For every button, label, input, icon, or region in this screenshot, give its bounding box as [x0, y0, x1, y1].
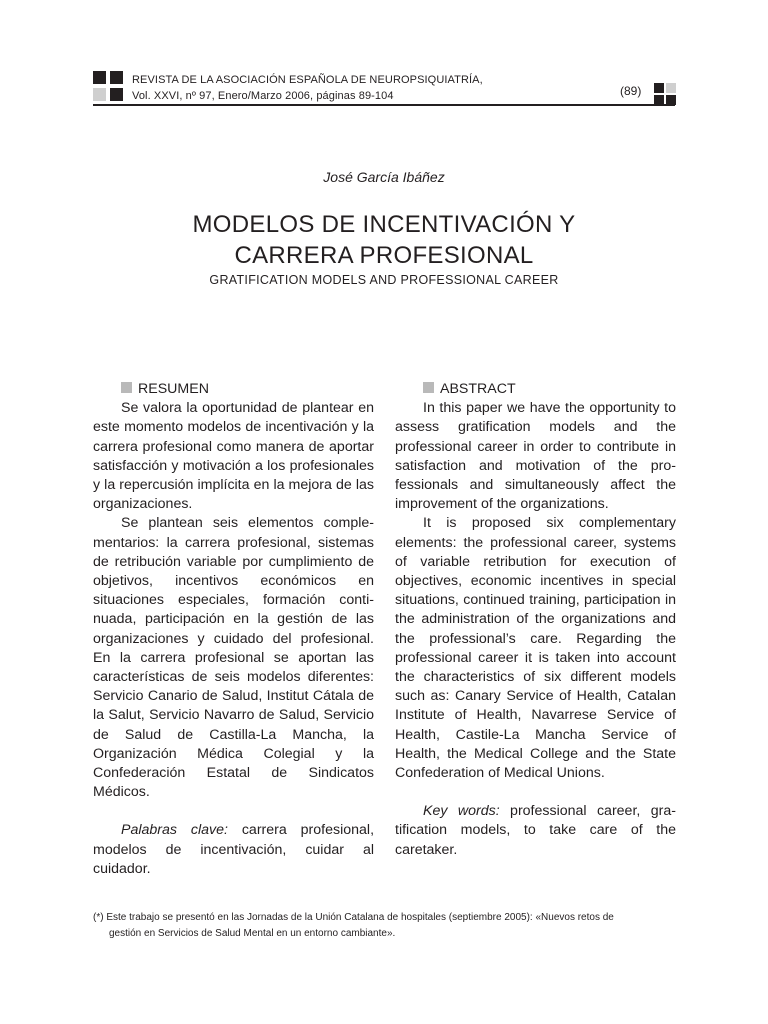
header-rule	[93, 104, 675, 106]
journal-name: REVISTA DE LA ASOCIACIÓN ESPAÑOLA DE NEUROPSIQUIATRÍA,	[132, 74, 483, 86]
section-square-icon	[423, 382, 434, 393]
resumen-heading	[93, 380, 374, 399]
footnote-line-2: gestión en Servicios de Salud Mental en un entorno cambiante».	[109, 928, 396, 939]
abstract-heading-label: ABSTRACT	[440, 381, 516, 397]
keywords-text: carrera profesional, modelos de incentivación, cuidar al cuidador.	[93, 822, 375, 877]
keywords-label: Palabras clave:	[121, 822, 228, 839]
author-name: José García Ibáñez	[323, 169, 445, 185]
title-line-2: CARRERA PROFESIONAL	[234, 242, 534, 269]
resumen-paragraph-2: Se plantean seis elementos complementarios: la carrera profesional, sistemas de retribución variable por cumplimiento de objetivos, incentivos económicos en situaciones especiales, formación continuada, participación en la gestión de las organizaciones y cuidado del profesional. En la carrera profesional se aportan las características de seis modelos diferentes: Servicio Canario de Salud, Institut Cátala de la Salut, Servicio Navarro de Salud, Servicio de Salud de Castilla-La Mancha, la Organización Médica Colegial y la Confederación Estatal de Sindicatos Médicos.	[93, 515, 374, 801]
footnote	[93, 910, 676, 942]
resumen-keywords	[93, 821, 374, 879]
abstract-column	[395, 380, 676, 860]
abstract-paragraph-2: It is proposed six complementary elements: the professional career, systems of variable retribution for execution of objectives, economic incentives in special situations, continued training, participation in the administration of the organizations and the professional’s care. Regarding the professional career it is taken into account the characteristics of six different models such as: Canary Service of Health, Catalan Institute of Health, Navarrese Service of Health, Castile-La Mancha Service of Health, the Medical College and the State Confederation of Medical Unions.	[395, 515, 676, 782]
journal-issue: Vol. XXVI, nº 97, Enero/Marzo 2006, páginas 89-104	[132, 90, 394, 102]
section-square-icon	[121, 382, 132, 393]
journal-header	[132, 72, 483, 104]
resumen-column	[93, 380, 374, 879]
page-number: (89)	[620, 84, 642, 98]
keywords-label: Key words:	[423, 803, 500, 820]
title-line-1: MODELOS DE INCENTIVACIÓN Y	[192, 211, 576, 238]
abstract-paragraph-1: In this paper we have the opportunity to assess gratification models and the professional career in order to contribute in satisfaction and motivation of the professionals and simultaneously affect the improvement of the organizations.	[395, 400, 676, 513]
abstract-heading	[395, 380, 676, 399]
page-number-squares-ornament	[654, 83, 676, 105]
keywords-text: professional career, gratification models, to take care of the caretaker.	[395, 803, 676, 858]
header-squares-ornament	[93, 71, 125, 103]
article-title	[0, 209, 768, 271]
resumen-paragraph-1: Se valora la oportunidad de plantear en este momento modelos de incentivación y la carrera profesional como manera de aportar satisfacción y motivación a los profesionales y la repercusión implícita en la mejora de las organizaciones.	[93, 400, 374, 513]
abstract-keywords	[395, 802, 676, 860]
article-subtitle: GRATIFICATION MODELS AND PROFESSIONAL CAREER	[209, 273, 559, 287]
resumen-heading-label: RESUMEN	[138, 381, 209, 397]
footnote-line-1: (*) Este trabajo se presentó en las Jornadas de la Unión Catalana de hospitales (septiembre 2005): «Nuevos retos de	[93, 912, 614, 923]
